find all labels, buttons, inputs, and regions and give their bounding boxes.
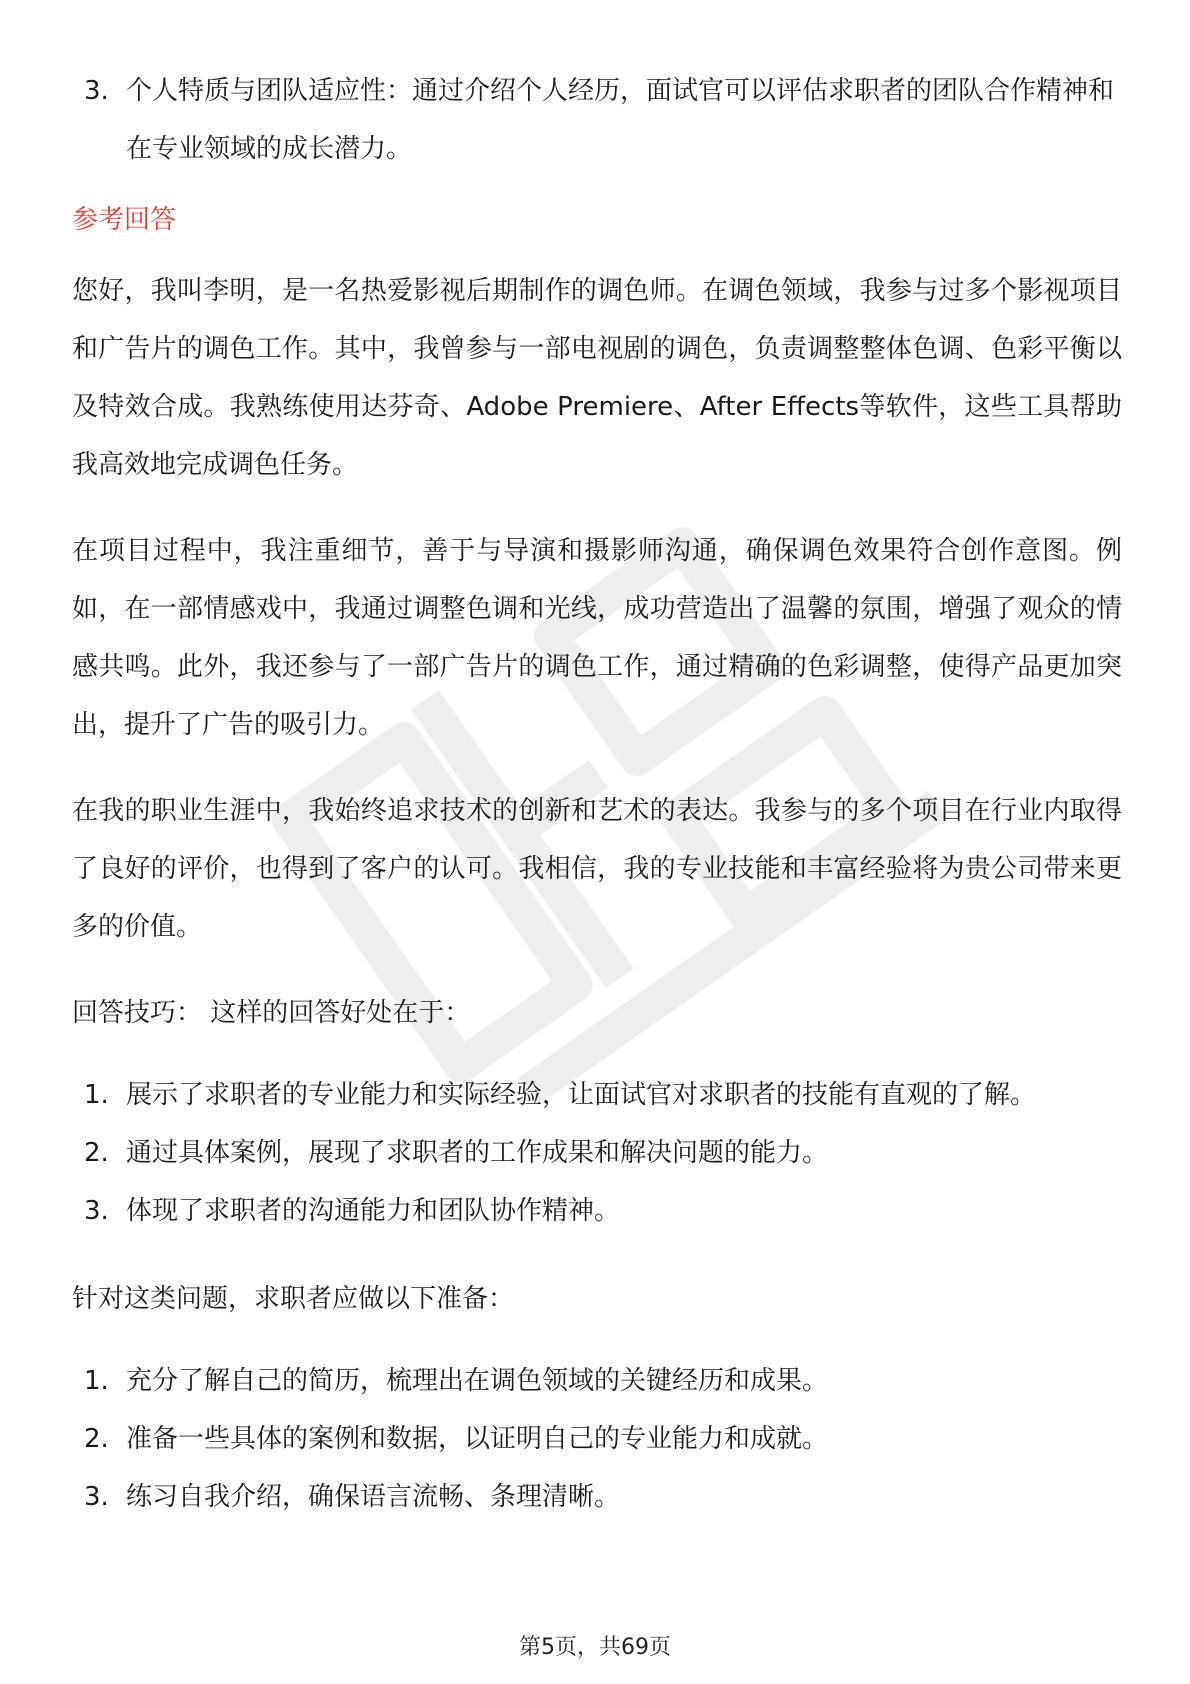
list-item <box>72 1410 1122 1468</box>
list-text: 展示了求职者的专业能力和实际经验，让面试官对求职者的技能有直观的了解。 <box>126 1080 1037 1110</box>
list-item <box>72 1124 1122 1182</box>
list-number: 2. <box>84 1138 109 1168</box>
answer-paragraph: 您好，我叫李明，是一名热爱影视后期制作的调色师。在调色领域，我参与过多个影视项目和广告片的调色工作。其中，我曾参与一部电视剧的调色，负责调整整体色调、色彩平衡以及特效合成。我熟练使用达芬奇、Adobe Premiere、After Effects等软件，这些工具帮助我高效地完成调色任务。 <box>72 276 1122 480</box>
list-item <box>72 1352 1122 1410</box>
list-number: 1. <box>84 1080 109 1110</box>
page-footer: 第5页，共69页 <box>519 1635 671 1660</box>
answer-paragraph: 在我的职业生涯中，我始终追求技术的创新和艺术的表达。我参与的多个项目在行业内取得了良好的评价，也得到了客户的认可。我相信，我的专业技能和丰富经验将为贵公司带来更多的价值。 <box>72 796 1122 942</box>
list-item <box>72 62 1122 178</box>
intro-list <box>72 62 1122 178</box>
list-number: 3. <box>84 1482 109 1512</box>
list-text: 通过具体案例，展现了求职者的工作成果和解决问题的能力。 <box>126 1138 829 1168</box>
document-body <box>72 62 1122 1526</box>
list-item <box>72 1066 1122 1124</box>
list-number: 2. <box>84 1424 109 1454</box>
list-text: 充分了解自己的简历，梳理出在调色领域的关键经历和成果。 <box>126 1366 829 1396</box>
prep-list <box>72 1352 1122 1526</box>
list-text: 练习自我介绍，确保语言流畅、条理清晰。 <box>126 1482 621 1512</box>
list-item <box>72 1468 1122 1526</box>
list-number: 1. <box>84 1366 109 1396</box>
tips-list <box>72 1066 1122 1240</box>
section-heading: 参考回答 <box>72 205 177 235</box>
tips-label: 回答技巧： 这样的回答好处在于： <box>72 998 471 1028</box>
list-text: 体现了求职者的沟通能力和团队协作精神。 <box>126 1196 621 1226</box>
list-number: 3. <box>84 1196 109 1226</box>
list-item <box>72 1182 1122 1240</box>
prep-label: 针对这类问题，求职者应做以下准备： <box>72 1284 515 1314</box>
answer-paragraph: 在项目过程中，我注重细节，善于与导演和摄影师沟通，确保调色效果符合创作意图。例如，在一部情感戏中，我通过调整色调和光线，成功营造出了温馨的氛围，增强了观众的情感共鸣。此外，我还参与了一部广告片的调色工作，通过精确的色彩调整，使得产品更加突出，提升了广告的吸引力。 <box>72 536 1122 740</box>
list-text: 个人特质与团队适应性：通过介绍个人经历，面试官可以评估求职者的团队合作精神和在专业领域的成长潜力。 <box>126 76 1115 164</box>
list-text: 准备一些具体的案例和数据，以证明自己的专业能力和成就。 <box>126 1424 829 1454</box>
list-number: 3. <box>84 76 109 106</box>
